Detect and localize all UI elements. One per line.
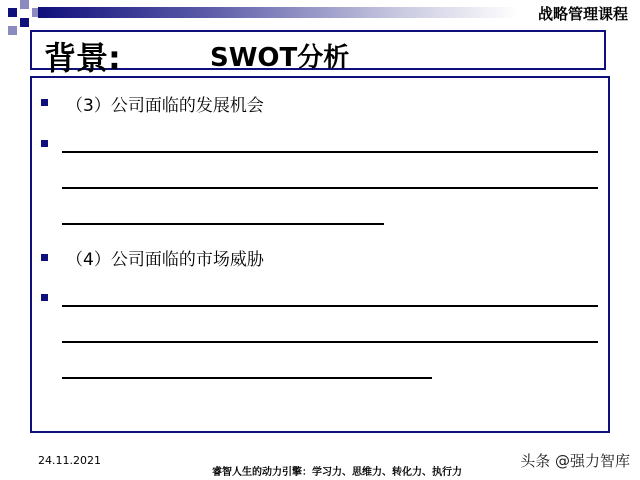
slide-title: SWOT分析	[210, 43, 350, 73]
blank-fill-line	[62, 377, 432, 379]
corner-square	[20, 0, 29, 9]
content-box	[30, 76, 610, 433]
item-threats: （4）公司面临的市场威胁	[66, 250, 264, 270]
bullet-icon	[41, 294, 48, 301]
corner-square	[8, 26, 17, 35]
bullet-icon	[41, 140, 48, 147]
slide-date: 24.11.2021	[38, 454, 101, 467]
watermark: 头条 @强力智库	[520, 452, 630, 470]
blank-fill-line	[62, 151, 598, 153]
slide-title-box	[30, 30, 606, 77]
item-opportunities: （3）公司面临的发展机会	[66, 96, 264, 116]
bullet-icon	[41, 254, 48, 261]
corner-square	[20, 18, 29, 27]
slide-title-label: 背景:	[44, 39, 121, 77]
footer-slogan: 睿智人生的动力引擎：学习力、思维力、转化力、执行力	[212, 467, 462, 478]
bullet-icon	[41, 99, 48, 106]
corner-square	[8, 8, 17, 17]
blank-fill-line	[62, 187, 598, 189]
blank-fill-line	[62, 341, 598, 343]
blank-fill-line	[62, 223, 384, 225]
blank-fill-line	[62, 305, 598, 307]
header-gradient-bar	[38, 7, 518, 18]
course-title: 战略管理课程	[537, 5, 628, 23]
